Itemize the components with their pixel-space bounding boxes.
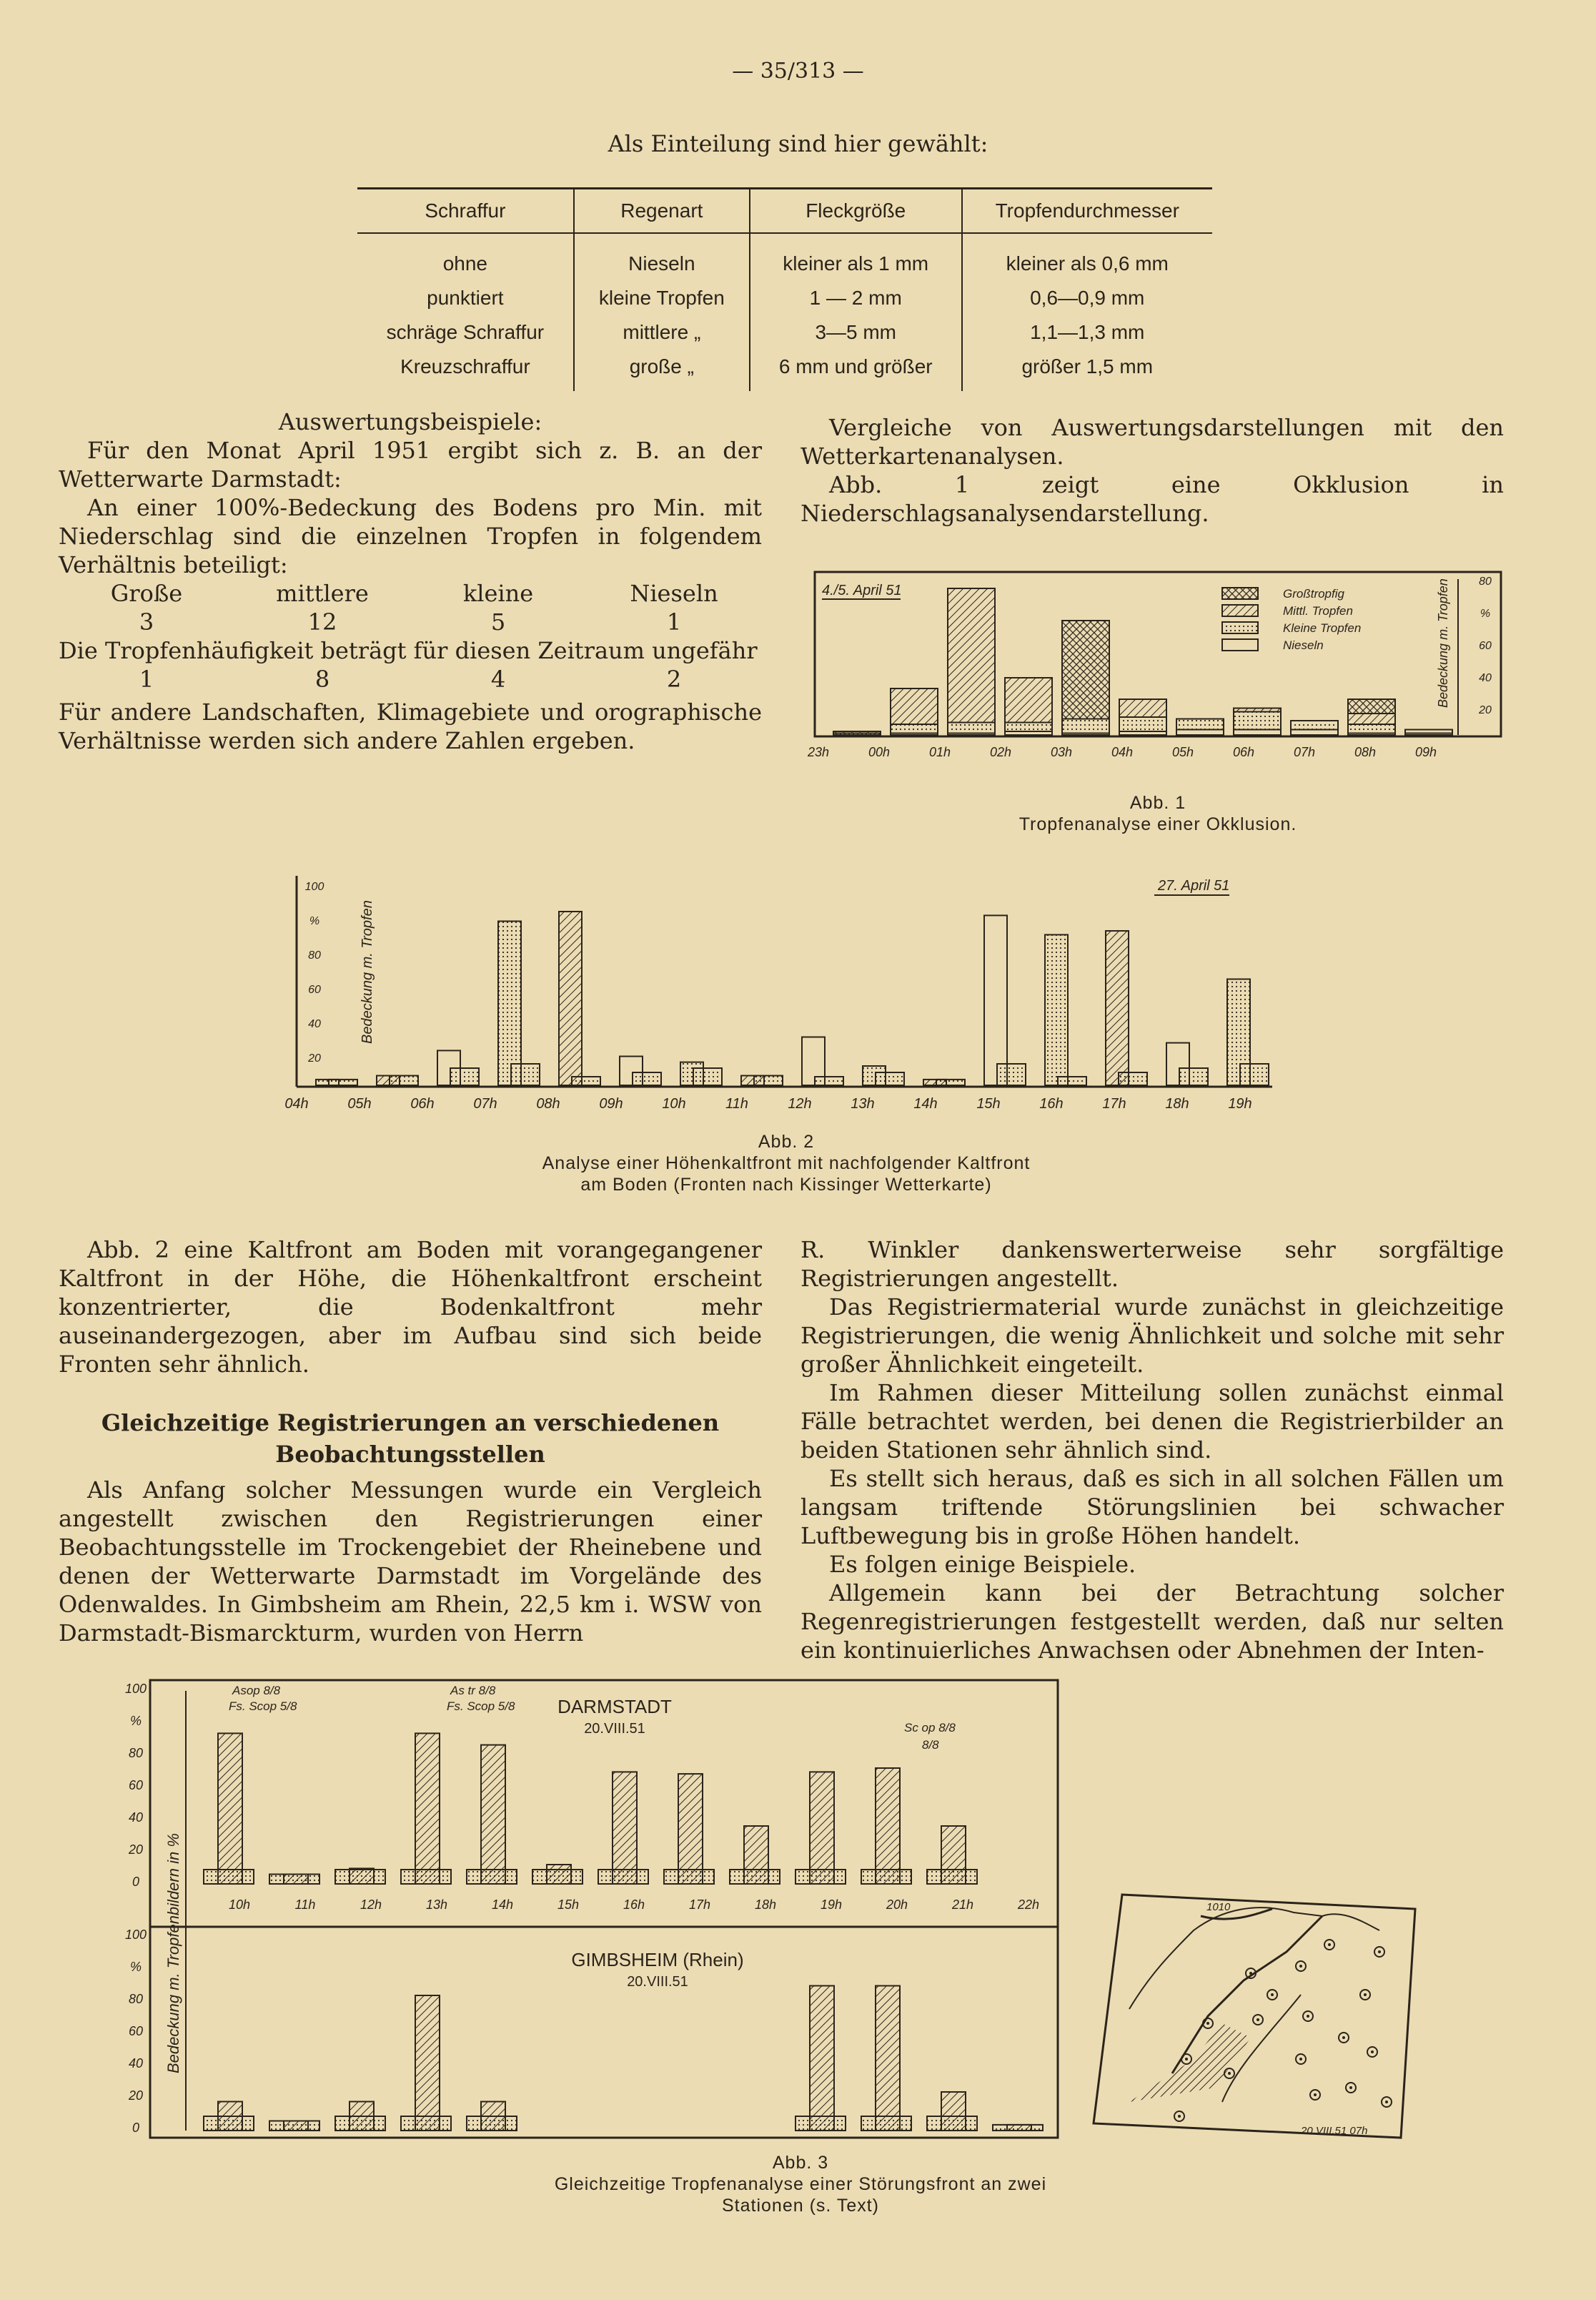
bar-segment <box>1176 730 1224 736</box>
drop-labels-row <box>59 579 762 608</box>
paragraph: Als Anfang solcher Messungen wurde ein Vergleich angestellt zwischen den Registrierungen einer Beobachtungsstelle im Trockengebiet der Rheinebene und denen der Wetterwarte Darmstadt im Vorgelände des Odenwaldes. In Gimbsheim am Rhein, 22,5 km i. WSW von Darmstadt-Bismarckturm, wurden von Herrn <box>59 1476 762 1647</box>
x-tick-label: 09h <box>1414 745 1437 759</box>
fig3-caption <box>107 2152 1494 2216</box>
col-header: Tropfendurchmesser <box>962 189 1212 234</box>
legend-entry: Großtropfig <box>1283 587 1344 601</box>
station-title: DARMSTADT <box>557 1696 672 1717</box>
col-header: Fleckgröße <box>750 189 962 234</box>
label: mittlere <box>276 580 369 607</box>
table-row <box>357 281 1212 315</box>
bar-segment <box>401 1870 451 1884</box>
annotation: Asop 8/8 <box>232 1684 281 1697</box>
bar-segment <box>891 688 938 724</box>
chart-date-label: 4./5. April 51 <box>822 583 902 598</box>
table-cell: 1 — 2 mm <box>750 281 962 315</box>
col-header: Schraffur <box>357 189 574 234</box>
x-tick-label: 19h <box>820 1897 843 1912</box>
x-ticks <box>284 1096 1251 1112</box>
table-cell: kleiner als 0,6 mm <box>962 233 1212 281</box>
bar-segment <box>997 1064 1026 1085</box>
paragraph: Im Rahmen dieser Mitteilung sollen zunächst einmal Fälle betrachtet werden, bei denen die Registrierbilder an beiden Stationen sehr ähnlich sind. <box>801 1379 1504 1464</box>
bar-segment <box>269 2121 319 2131</box>
bar-segment <box>1405 730 1452 734</box>
x-tick-label: 07h <box>473 1096 497 1112</box>
bar-segment <box>450 1068 479 1085</box>
value: 4 <box>490 666 506 693</box>
x-tick-label: 11h <box>725 1096 748 1112</box>
y-tick-label: 80 <box>308 949 321 962</box>
table-cell: 6 mm und größer <box>750 350 962 391</box>
table-cell: schräge Schraffur <box>386 321 545 343</box>
bar <box>810 1986 834 2131</box>
x-tick-label: 19h <box>1228 1096 1252 1112</box>
value: 3 <box>139 608 154 636</box>
x-tick-label: 12h <box>360 1897 382 1912</box>
x-tick-label: 14h <box>913 1096 938 1112</box>
x-tick-label: 13h <box>425 1897 448 1912</box>
station-marker-center <box>1178 2115 1181 2118</box>
bar-segment <box>891 724 938 734</box>
annotation: Fs. Scop 5/8 <box>229 1699 297 1713</box>
x-tick-label: 03h <box>1050 745 1073 759</box>
front-line <box>1172 1916 1322 2073</box>
bar-segment <box>664 1870 714 1884</box>
bar <box>415 1733 440 1884</box>
bar <box>876 1986 900 2131</box>
bar-segment <box>876 1072 904 1085</box>
x-tick-label: 01h <box>928 745 951 759</box>
x-tick-label: 15h <box>976 1096 1001 1112</box>
paragraph: Für andere Landschaften, Klimagebiete und orographische Verhältnisse werden sich andere Zahlen ergeben. <box>59 699 762 754</box>
y-tick-label: 40 <box>308 1018 321 1030</box>
fig2-bars <box>316 912 1269 1085</box>
y-tick-label: 0 <box>132 2121 140 2135</box>
bar-segment <box>861 2116 911 2131</box>
bar-segment <box>927 1870 977 1884</box>
table-cell: kleiner als 1 mm <box>750 233 962 281</box>
table-cell: größer 1,5 mm <box>962 350 1212 391</box>
bar <box>678 1774 703 1884</box>
left-column-mid <box>59 1235 762 1647</box>
station-marker-center <box>1185 2058 1188 2060</box>
x-tick-label: 18h <box>1165 1096 1189 1112</box>
bar-segment <box>833 731 881 734</box>
y-tick-label: 40 <box>128 1810 144 1825</box>
station-title: GIMBSHEIM (Rhein) <box>571 1949 744 1970</box>
bar-segment <box>693 1068 722 1085</box>
table-cell: große „ <box>574 350 750 391</box>
x-tick-label: 04h <box>284 1096 309 1112</box>
bar-segment <box>795 1870 846 1884</box>
bar-segment <box>754 1076 783 1086</box>
y-ticks <box>1478 576 1492 716</box>
bar <box>218 1733 242 1884</box>
figure-number: Abb. 1 <box>1129 793 1186 813</box>
paragraph: Abb. 1 zeigt eine Okklusion in Niederschlagsanalysendarstellung. <box>801 471 1504 527</box>
paragraph: An einer 100%-Bedeckung des Bodens pro Min. mit Niederschlag sind die einzelnen Tropfen in folgendem Verhältnis beteiligt: <box>59 494 762 578</box>
x-tick-label: 06h <box>1232 745 1255 759</box>
x-tick-label: 08h <box>1354 745 1377 759</box>
paragraph: Es folgen einige Beispiele. <box>829 1551 1136 1578</box>
bar-segment <box>927 2116 977 2131</box>
x-tick-label: 18h <box>754 1897 777 1912</box>
value: 5 <box>490 608 506 636</box>
figure-title: Analyse einer Höhenkaltfront mit nachfolgender Kaltfront <box>542 1153 1031 1173</box>
station-marker-center <box>1314 2093 1317 2096</box>
bar-segment <box>269 1875 319 1885</box>
figure-number: Abb. 2 <box>758 1132 815 1152</box>
table-row <box>357 315 1212 350</box>
table-cell: Nieseln <box>574 233 750 281</box>
bar-segment <box>1234 712 1281 730</box>
fig3-bars <box>204 1733 1043 2131</box>
bar <box>1106 931 1129 1085</box>
annotation: As tr 8/8 <box>450 1684 496 1697</box>
bar-segment <box>1119 1072 1147 1085</box>
table-header-row <box>357 189 1212 234</box>
bar-segment <box>1234 730 1281 736</box>
y-tick-label: 100 <box>124 1928 147 1942</box>
table-cell: mittlere „ <box>574 315 750 350</box>
table-cell: ohne <box>442 252 488 275</box>
bar-segment <box>948 588 995 723</box>
x-tick-label: 11h <box>294 1897 316 1912</box>
x-tick-label: 16h <box>1039 1096 1064 1112</box>
y-axis-label: Bedeckung m. Tropfenbildern in % <box>164 1833 182 2073</box>
bar-segment <box>1348 699 1395 714</box>
fig2-caption <box>279 1131 1294 1195</box>
x-tick-label: 05h <box>347 1096 372 1112</box>
value: 1 <box>666 608 682 636</box>
bar-segment <box>1062 621 1109 719</box>
bar-segment <box>204 1870 254 1884</box>
x-tick-label: 08h <box>536 1096 560 1112</box>
left-column-top <box>59 408 762 755</box>
station-marker-center <box>1271 1993 1274 1996</box>
value: 8 <box>314 666 330 693</box>
y-ticks <box>125 1682 147 2135</box>
bar <box>810 1772 834 1884</box>
x-tick-label: 16h <box>623 1897 645 1912</box>
y-tick-label: 20 <box>128 2088 144 2103</box>
bar-segment <box>532 1870 583 1884</box>
station-marker-center <box>1299 1965 1302 1968</box>
ratio-row <box>59 608 762 636</box>
y-tick-label: 40 <box>1479 672 1492 684</box>
bar-segment <box>1119 699 1166 717</box>
x-tick-label: 02h <box>989 745 1012 759</box>
map-date: 20.VIII.51 07h <box>1301 2125 1368 2137</box>
bar-segment <box>335 2116 385 2131</box>
y-tick-label: 80 <box>1479 576 1492 588</box>
x-tick-label: 10h <box>662 1096 686 1112</box>
x-tick-label: 07h <box>1293 745 1316 759</box>
x-tick-label: 05h <box>1171 745 1194 759</box>
table-row <box>357 233 1212 281</box>
station-marker-center <box>1307 2015 1309 2018</box>
station-marker-center <box>1385 2101 1388 2103</box>
bar-segment <box>1291 721 1338 730</box>
y-tick-label: 20 <box>1479 704 1492 716</box>
annotation: 8/8 <box>922 1738 939 1752</box>
paragraph: R. Winkler dankenswerterweise sehr sorgfältige Registrierungen angestellt. <box>801 1236 1504 1292</box>
bar-segment <box>598 1870 648 1884</box>
y-tick-label: % <box>1479 608 1491 620</box>
right-column-mid <box>801 1235 1504 1664</box>
bar <box>559 912 582 1085</box>
annotation: Fs. Scop 5/8 <box>447 1699 515 1713</box>
station-marker-center <box>1378 1950 1381 1953</box>
figure-number: Abb. 3 <box>772 2153 829 2173</box>
x-tick-label: 04h <box>1111 745 1134 759</box>
y-tick-label: % <box>309 915 320 927</box>
col-header: Regenart <box>574 189 750 234</box>
y-tick-label: 60 <box>1479 640 1492 652</box>
station-marker-center <box>1349 2086 1352 2089</box>
bar <box>415 1995 440 2131</box>
bar-segment <box>511 1064 540 1085</box>
station-date: 20.VIII.51 <box>627 1974 688 1990</box>
bar-segment <box>335 1870 385 1884</box>
bar-segment <box>204 2116 254 2131</box>
label: kleine <box>462 580 534 607</box>
table-cell: kleine Tropfen <box>574 281 750 315</box>
bar-segment <box>401 2116 451 2131</box>
bar-segment <box>815 1077 843 1085</box>
paragraph: Für den Monat April 1951 ergibt sich z. B. an der Wetterwarte Darmstadt: <box>59 437 762 493</box>
bar-segment <box>861 1870 911 1884</box>
station-marker-center <box>1371 2050 1374 2053</box>
paragraph: Allgemein kann bei der Betrachtung solcher Regenregistrierungen festgestellt werden, daß nur selten ein kontinuierliches Anwachsen oder Abnehmen der Inten- <box>801 1579 1504 1664</box>
bar-segment <box>948 723 995 734</box>
y-tick-label: 60 <box>128 2024 144 2038</box>
bar-segment <box>993 2125 1043 2131</box>
station-marker-center <box>1249 1972 1252 1975</box>
y-tick-label: 60 <box>128 1778 144 1792</box>
bar-segment <box>1062 719 1109 734</box>
annotation: Sc op 8/8 <box>904 1721 956 1734</box>
fig2-chart <box>279 865 1294 1122</box>
x-tick-label: 00h <box>868 745 891 759</box>
station-marker-center <box>1228 2072 1231 2075</box>
frequency-row <box>59 665 762 694</box>
y-tick-label: 80 <box>128 1746 144 1760</box>
y-tick-label: 20 <box>308 1052 321 1065</box>
y-axis-label: Bedeckung m. Tropfen <box>360 900 375 1044</box>
y-tick-label: 100 <box>124 1682 147 1696</box>
isobar-label: 1010 <box>1206 1901 1231 1913</box>
value: 12 <box>307 608 337 636</box>
bar-segment <box>1179 1068 1208 1085</box>
table-intro: Als Einteilung sind hier gewählt: <box>608 130 988 157</box>
y-tick-label: 80 <box>128 1992 144 2006</box>
bar <box>1045 934 1068 1085</box>
fig3-chart <box>107 1673 1065 2145</box>
bar-segment <box>1348 724 1395 734</box>
x-tick-label: 14h <box>491 1897 514 1912</box>
paragraph: Es stellt sich heraus, daß es sich in all solchen Fällen um langsam triftende Störungslinien bei schwacher Luftbewegung bis in große Höhen handelt. <box>801 1465 1504 1549</box>
label: Große <box>110 580 183 607</box>
figure-title: Stationen (s. Text) <box>721 2196 880 2216</box>
table-row <box>357 350 1212 391</box>
bar-segment <box>1291 730 1338 736</box>
table-cell: punktiert <box>427 287 504 309</box>
bar <box>613 1772 637 1884</box>
right-column-top <box>801 413 1504 528</box>
bar-segment <box>467 2116 517 2131</box>
x-ticks <box>229 1897 1039 1912</box>
x-tick-label: 22h <box>1017 1897 1040 1912</box>
bar-segment <box>1348 714 1395 724</box>
x-tick-label: 12h <box>788 1096 812 1112</box>
bar-segment <box>1176 719 1224 730</box>
bar-segment <box>730 1870 780 1884</box>
station-marker-center <box>1206 2022 1209 2025</box>
legend-entry: Kleine Tropfen <box>1283 621 1362 635</box>
bar <box>481 1745 505 1884</box>
x-tick-label: 06h <box>410 1096 435 1112</box>
section-heading: Beobachtungsstellen <box>275 1441 545 1468</box>
section-heading: Gleichzeitige Registrierungen an verschiedenen <box>101 1409 720 1436</box>
bar-segment <box>936 1080 965 1085</box>
y-ticks <box>305 881 324 1065</box>
station-marker-center <box>1364 1993 1367 1996</box>
bar-segment <box>390 1076 418 1086</box>
table-cell: 3—5 mm <box>750 315 962 350</box>
y-tick-label: % <box>129 1714 142 1728</box>
fig1-chart <box>801 565 1515 779</box>
figure-title: Gleichzeitige Tropfenanalyse einer Störungsfront an zwei <box>554 2174 1047 2194</box>
bar-segment <box>795 2116 846 2131</box>
bar-segment <box>1005 723 1052 732</box>
bar <box>498 922 521 1086</box>
x-tick-label: 17h <box>1102 1096 1126 1112</box>
station-date: 20.VIII.51 <box>584 1721 645 1737</box>
section-heading: Auswertungsbeispiele: <box>278 408 542 435</box>
paragraph: Das Registriermaterial wurde zunächst in gleichzeitige Registrierungen, die wenig Ähnlichkeit und solche mit sehr großer Ähnlichkeit eingeteilt. <box>801 1293 1504 1378</box>
x-tick-label: 17h <box>688 1897 711 1912</box>
paragraph: Die Tropfenhäufigkeit beträgt für diesen Zeitraum ungefähr <box>59 637 758 664</box>
x-tick-label: 10h <box>228 1897 251 1912</box>
bar-segment <box>1119 717 1166 731</box>
x-tick-label: 21h <box>951 1897 974 1912</box>
table-cell: 0,6—0,9 mm <box>962 281 1212 315</box>
bar-segment <box>572 1077 600 1085</box>
station-marker-center <box>1342 2036 1345 2039</box>
figure-title: Tropfenanalyse einer Okklusion. <box>1018 814 1297 834</box>
bar-segment <box>1234 709 1281 712</box>
y-tick-label: 100 <box>304 881 324 893</box>
coastline <box>1129 1907 1379 2009</box>
y-tick-label: 40 <box>128 2056 144 2071</box>
x-tick-label: 09h <box>599 1096 623 1112</box>
classification-table <box>357 187 1212 391</box>
station-marker-center <box>1257 2018 1259 2021</box>
y-tick-label: 60 <box>308 984 321 996</box>
table-cell: Kreuzschraffur <box>400 355 530 377</box>
bar <box>876 1768 900 1884</box>
y-axis-label: Bedeckung m. Tropfen <box>1436 578 1450 708</box>
paragraph: Abb. 2 eine Kaltfront am Boden mit vorangegangener Kaltfront in der Höhe, die Höhenkaltfront erscheint konzentrierter, die Bodenkaltfront mehr auseinandergezogen, aber im Aufbau sind sich beide Fronten sehr ähnlich. <box>59 1236 762 1378</box>
y-tick-label: 20 <box>128 1842 144 1857</box>
bar-segment <box>329 1080 357 1085</box>
legend-entry: Mittl. Tropfen <box>1283 604 1353 618</box>
station-marker-center <box>1299 2058 1302 2060</box>
legend-entry: Nieseln <box>1283 638 1324 652</box>
x-ticks <box>807 745 1437 759</box>
value: 2 <box>666 666 682 693</box>
bar <box>984 915 1007 1085</box>
x-tick-label: 15h <box>557 1897 580 1912</box>
page-number: — 35/313 — <box>732 59 864 84</box>
map-stations <box>1174 1940 1392 2121</box>
bar-segment <box>1058 1077 1086 1085</box>
bar-segment <box>1240 1064 1269 1085</box>
figure-title: am Boden (Fronten nach Kissinger Wetterkarte) <box>580 1175 992 1195</box>
y-tick-label: 0 <box>132 1875 140 1889</box>
bar-segment <box>633 1072 661 1085</box>
x-tick-label: 20h <box>886 1897 908 1912</box>
x-tick-label: 23h <box>807 745 830 759</box>
chart-date-label: 27. April 51 <box>1158 878 1230 894</box>
value: 1 <box>139 666 154 693</box>
table-cell: 1,1—1,3 mm <box>962 315 1212 350</box>
chart-legend <box>1222 587 1361 652</box>
y-tick-label: % <box>129 1960 142 1974</box>
station-marker-center <box>1328 1943 1331 1946</box>
x-tick-label: 13h <box>851 1096 875 1112</box>
fig1-bars <box>833 588 1452 735</box>
weather-map <box>1086 1887 1429 2145</box>
label: Nieseln <box>630 580 718 607</box>
paragraph: Vergleiche von Auswertungsdarstellungen mit den Wetterkartenanalysen. <box>801 414 1504 470</box>
fig1-caption <box>801 792 1515 835</box>
bar-segment <box>467 1870 517 1884</box>
bar-segment <box>1005 678 1052 723</box>
